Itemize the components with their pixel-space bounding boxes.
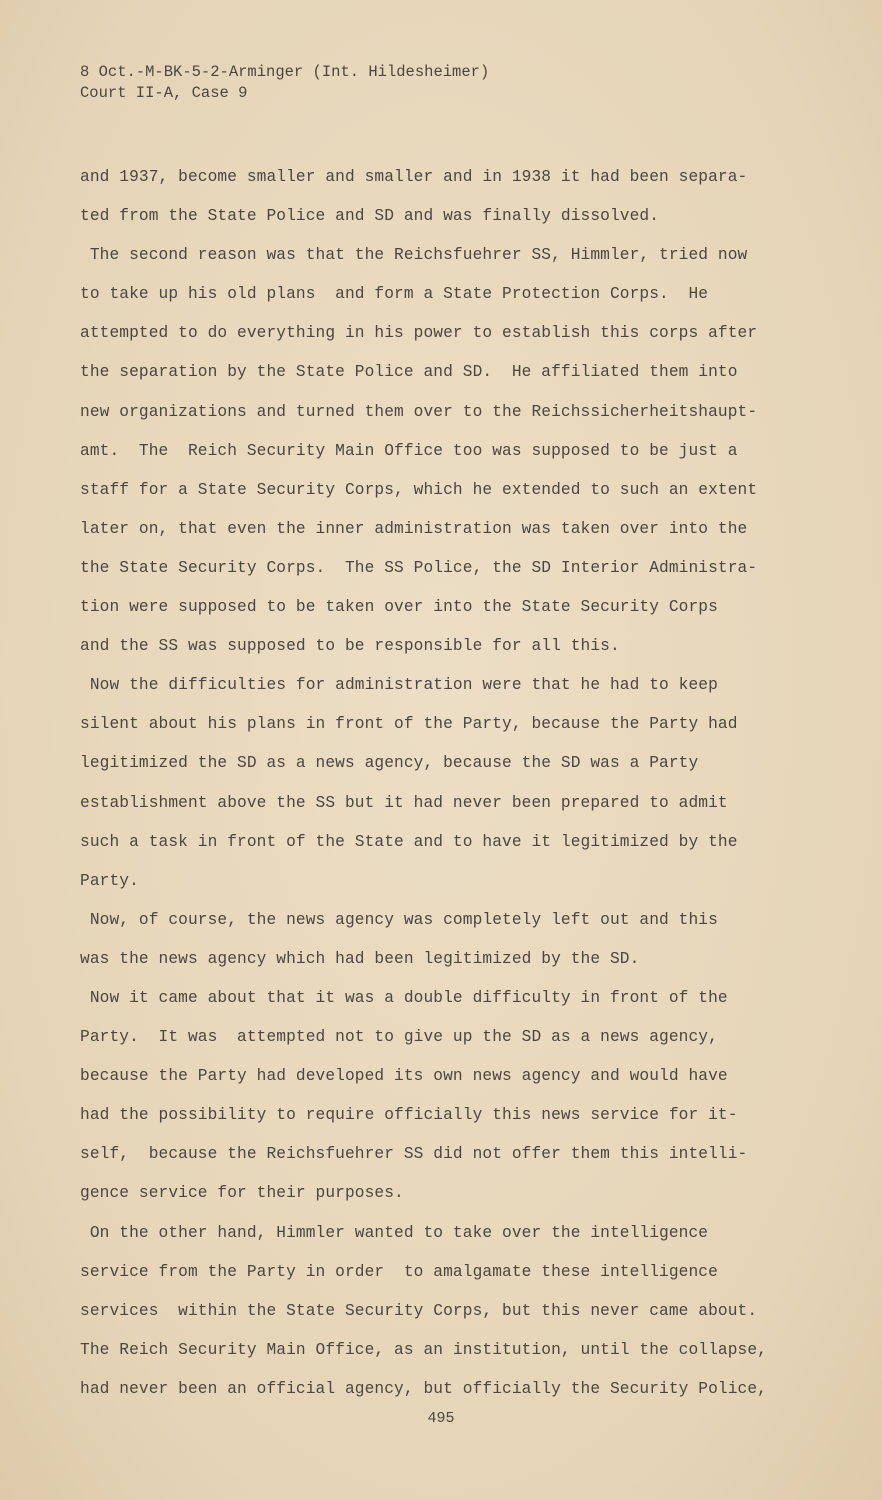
text-line: and 1937, become smaller and smaller and in 1938 it had been separa- — [80, 168, 748, 186]
document-header — [80, 62, 489, 104]
text-line: establishment above the SS but it had never been prepared to admit — [80, 793, 728, 812]
text-line: to take up his old plans and form a State Protection Corps. He — [80, 285, 709, 304]
header-line-1: 8 Oct.-M-BK-5-2-Arminger (Int. Hildesheimer) — [80, 63, 490, 81]
text-line: The Reich Security Main Office, as an institution, until the collapse, — [80, 1340, 767, 1359]
text-line: legitimized the SD as a news agency, because the SD was a Party — [80, 754, 699, 773]
text-line: had never been an official agency, but officially the Security Police, — [80, 1379, 767, 1398]
text-line: The second reason was that the Reichsfuehrer SS, Himmler, tried now — [80, 246, 748, 265]
text-line: service from the Party in order to amalgamate these intelligence — [80, 1262, 718, 1281]
text-line: staff for a State Security Corps, which he extended to such an extent — [80, 480, 758, 499]
text-line: Party. It was attempted not to give up the SD as a news agency, — [80, 1028, 718, 1047]
text-line: attempted to do everything in his power to establish this corps after — [80, 324, 758, 343]
text-line: had the possibility to require officially this news service for it- — [80, 1106, 738, 1125]
text-line: Now it came about that it was a double difficulty in front of the — [80, 988, 728, 1007]
text-line: On the other hand, Himmler wanted to take over the intelligence — [80, 1223, 709, 1242]
page-number: 495 — [427, 1410, 455, 1427]
text-line: Now, of course, the news agency was completely left out and this — [80, 910, 718, 929]
text-line: because the Party had developed its own news agency and would have — [80, 1067, 728, 1086]
text-line: Party. — [80, 871, 139, 890]
text-line: and the SS was supposed to be responsible for all this. — [80, 637, 620, 656]
text-line: later on, that even the inner administration was taken over into the — [80, 519, 748, 538]
text-line: self, because the Reichsfuehrer SS did not offer them this intelli- — [80, 1145, 748, 1164]
text-line: ted from the State Police and SD and was finally dissolved. — [80, 207, 660, 226]
text-line: such a task in front of the State and to have it legitimized by the — [80, 832, 738, 851]
text-line: gence service for their purposes. — [80, 1184, 404, 1203]
document-body — [80, 158, 767, 1409]
text-line: tion were supposed to be taken over into the State Security Corps — [80, 598, 718, 617]
text-line: services within the State Security Corps, but this never came about. — [80, 1301, 758, 1320]
text-line: new organizations and turned them over to the Reichssicherheitshaupt- — [80, 402, 758, 421]
text-line: was the news agency which had been legitimized by the SD. — [80, 949, 640, 968]
text-line: the State Security Corps. The SS Police, the SD Interior Administra- — [80, 558, 758, 577]
text-line: Now the difficulties for administration were that he had to keep — [80, 676, 718, 695]
text-line: amt. The Reich Security Main Office too was supposed to be just a — [80, 441, 738, 460]
header-line-2: Court II-A, Case 9 — [80, 84, 248, 102]
text-line: the separation by the State Police and SD. He affiliated them into — [80, 363, 738, 382]
text-line: silent about his plans in front of the Party, because the Party had — [80, 715, 738, 734]
